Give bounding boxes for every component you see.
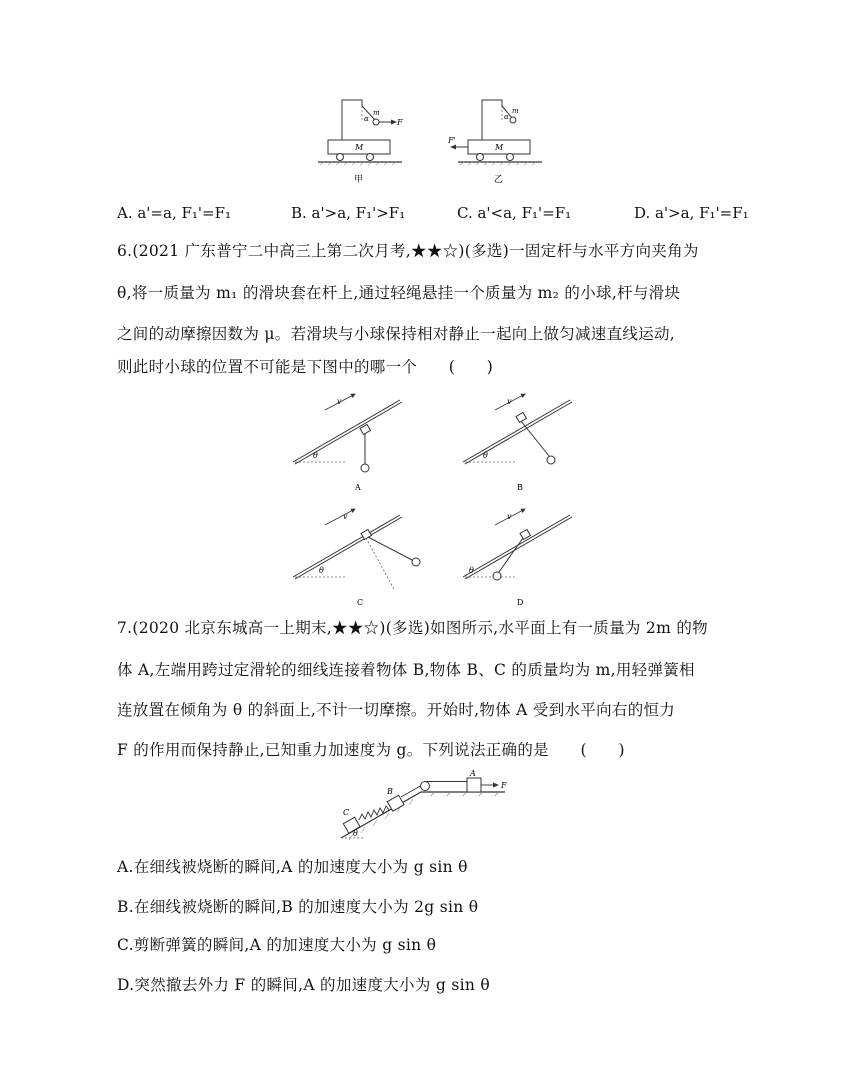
force-F-prime-label: F' [448, 136, 456, 145]
velocity-label: v [507, 512, 512, 521]
q6-stem-line-3: 之间的动摩擦因数为 μ。若滑块与小球保持相对静止一起向上做匀减速直线运动, [117, 325, 676, 343]
q5-option-b[interactable]: B. a'>a, F₁'>F₁ [291, 204, 406, 222]
velocity-label: v [507, 397, 512, 406]
theta-label: θ [483, 451, 488, 460]
q5-option-c[interactable]: C. a'<a, F₁'=F₁ [457, 204, 572, 222]
q7-stem-line-2: 体 A,左端用跨过定滑轮的细线连接着物体 B,物体 B、C 的质量均为 m,用轻弹簧相 [117, 661, 695, 679]
q6-stem-line-4: 则此时小球的位置不可能是下图中的哪一个 ( ) [117, 358, 494, 376]
q7-stem-line-4: F 的作用而保持静止,已知重力加速度为 g。下列说法正确的是 ( ) [117, 741, 625, 759]
cart-figure-yi [447, 100, 542, 185]
panel-c [293, 509, 420, 607]
cart-figure-jia [318, 100, 403, 185]
incline-pulley-figure [335, 770, 515, 842]
angle-alpha-label: α [504, 113, 509, 121]
panel-d [463, 509, 572, 607]
q7-option-b[interactable]: B.在细线被烧断的瞬间,B 的加速度大小为 2g sin θ [117, 898, 479, 916]
cart-mass-label: M [355, 143, 364, 152]
q7-option-a[interactable]: A.在细线被烧断的瞬间,A 的加速度大小为 g sin θ [117, 858, 468, 876]
panel-a-label: A [355, 483, 361, 492]
angle-alpha-label: α [364, 115, 369, 123]
force-F-label: F [397, 118, 403, 127]
panel-b [463, 394, 572, 492]
block-c-label: C [343, 808, 350, 817]
q6-stem-line-2: θ,将一质量为 m₁ 的滑块套在杆上,通过轻绳悬挂一个质量为 m₂ 的小球,杆与滑块 [117, 284, 681, 302]
panel-d-label: D [517, 598, 524, 607]
q5-option-a[interactable]: A. a'=a, F₁'=F₁ [117, 204, 232, 222]
panel-b-label: B [517, 483, 523, 492]
block-b-label: B [387, 787, 393, 796]
panel-a [293, 394, 402, 492]
velocity-label: v [337, 397, 342, 406]
rod-slider-figure [285, 392, 575, 607]
force-F-label: F [501, 781, 507, 790]
cart-mass-label: M [495, 143, 504, 152]
velocity-label: v [343, 512, 348, 521]
block-a-label: A [470, 770, 476, 778]
panel-c-label: C [357, 598, 364, 607]
theta-label: θ [353, 829, 358, 838]
q7-option-d[interactable]: D.突然撤去外力 F 的瞬间,A 的加速度大小为 g sin θ [117, 976, 490, 994]
q7-stem-line-3: 连放置在倾角为 θ 的斜面上,不计一切摩擦。开始时,物体 A 受到水平向右的恒力 [117, 701, 676, 719]
q7-stem-line-1: 7.(2020 北京东城高一上期末,★★☆)(多选)如图所示,水平面上有一质量为 2m 的物 [117, 619, 708, 637]
q5-option-d[interactable]: D. a'>a, F₁'=F₁ [634, 204, 749, 222]
ball-mass-label: m [373, 109, 380, 117]
q7-option-c[interactable]: C.剪断弹簧的瞬间,A 的加速度大小为 g sin θ [117, 936, 437, 954]
cart-pendulum-figure [310, 92, 550, 187]
theta-label: θ [469, 566, 474, 575]
ball-mass-label: m [512, 107, 519, 115]
theta-label: θ [313, 451, 318, 460]
q6-stem-line-1: 6.(2021 广东普宁二中高三上第二次月考,★★☆)(多选)一固定杆与水平方向夹角为 [117, 242, 699, 260]
caption-yi: 乙 [494, 175, 504, 185]
theta-label: θ [319, 566, 324, 575]
caption-jia: 甲 [354, 175, 364, 185]
